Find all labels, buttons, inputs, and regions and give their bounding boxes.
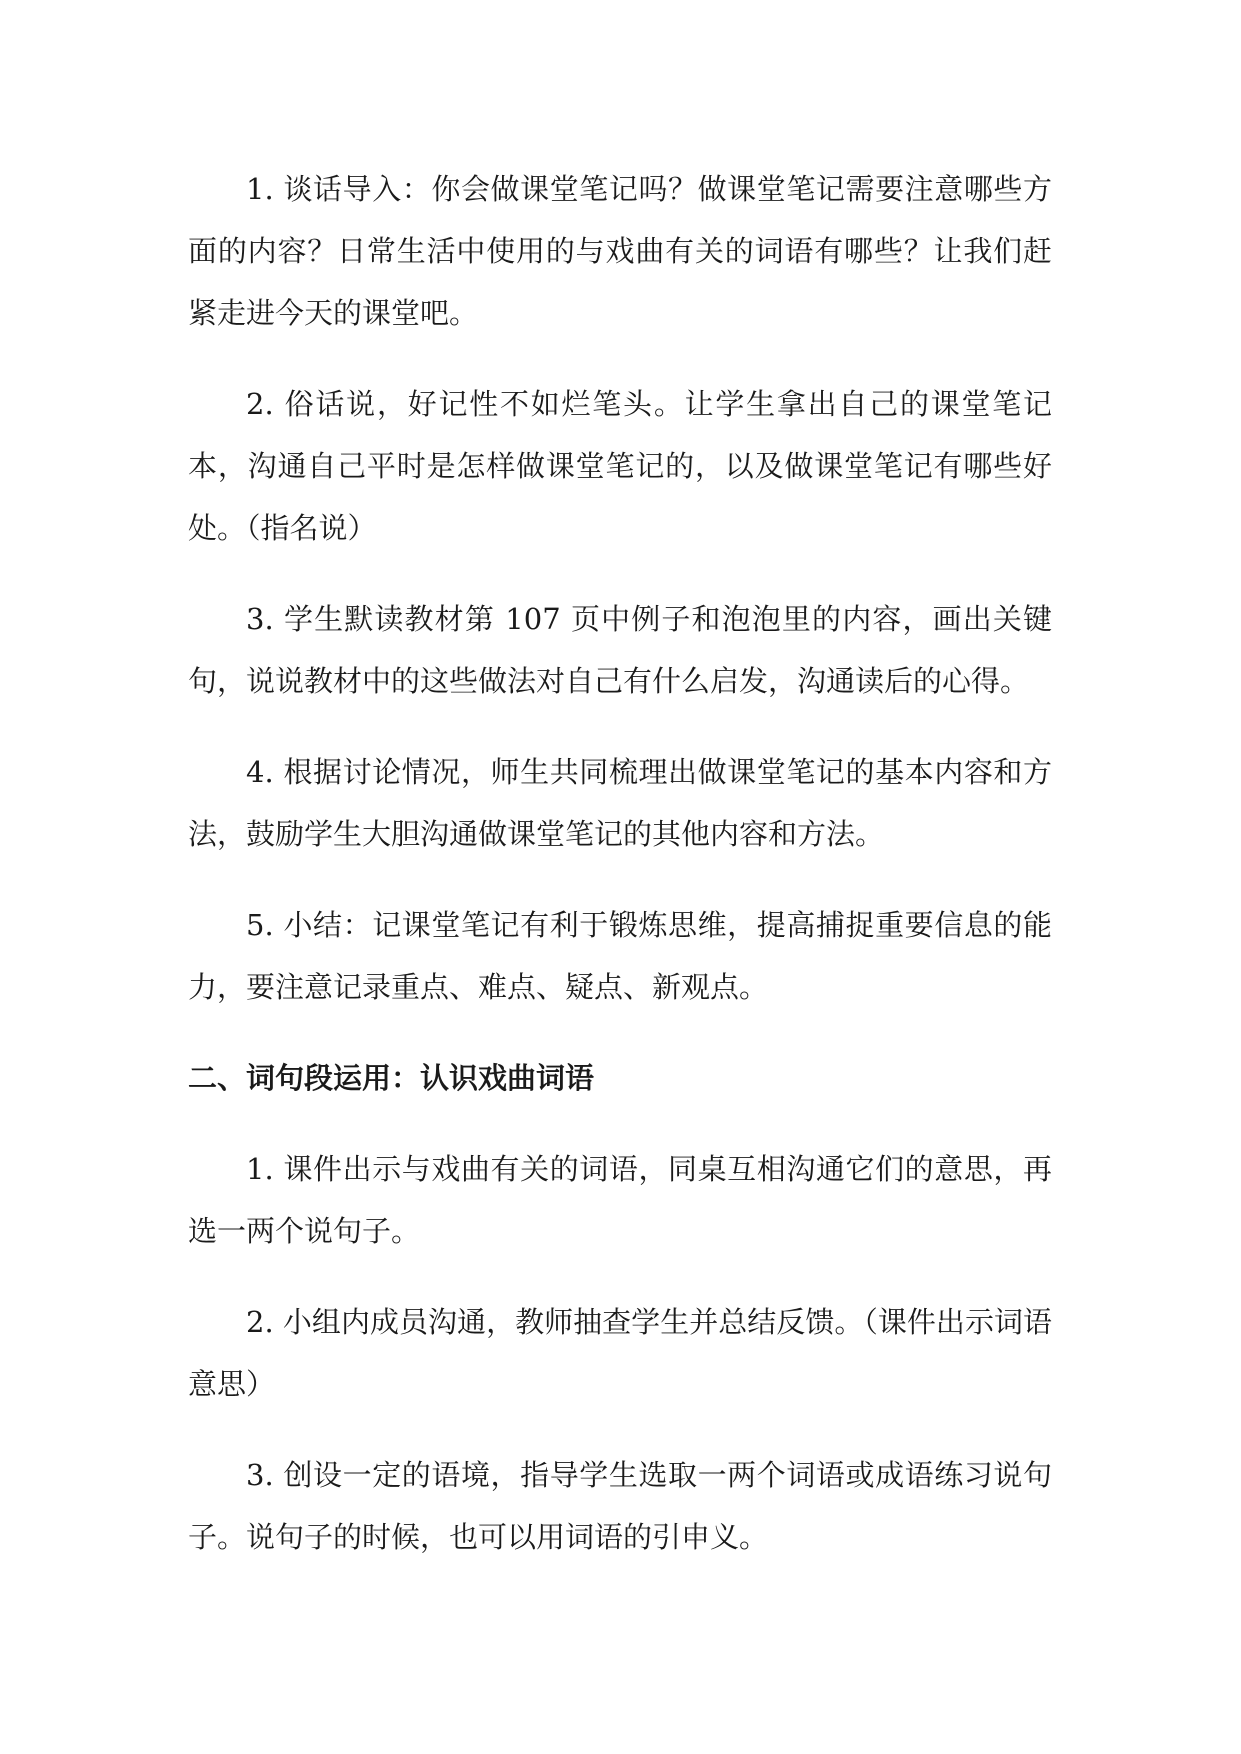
paragraph-2: 2. 俗话说，好记性不如烂笔头。让学生拿出自己的课堂笔记本，沟通自己平时是怎样做课堂笔记的，以及做课堂笔记有哪些好处。（指名说） [188, 387, 1052, 545]
paragraph-8: 3. 创设一定的语境，指导学生选取一两个词语或成语练习说句子。说句子的时候，也可以用词语的引申义。 [188, 1458, 1052, 1554]
paragraph-5: 5. 小结：记课堂笔记有利于锻炼思维，提高捕捉重要信息的能力，要注意记录重点、难点、疑点、新观点。 [188, 908, 1052, 1004]
paragraph-4: 4. 根据讨论情况，师生共同梳理出做课堂笔记的基本内容和方法，鼓励学生大胆沟通做课堂笔记的其他内容和方法。 [188, 755, 1052, 851]
paragraph-3: 3. 学生默读教材第 107 页中例子和泡泡里的内容，画出关键句，说说教材中的这些做法对自己有什么启发，沟通读后的心得。 [188, 602, 1052, 698]
paragraph-1: 1. 谈话导入：你会做课堂笔记吗？做课堂笔记需要注意哪些方面的内容？日常生活中使用的与戏曲有关的词语有哪些？让我们赶紧走进今天的课堂吧。 [188, 172, 1052, 330]
section-heading: 二、词句段运用：认识戏曲词语 [188, 1061, 595, 1095]
paragraph-6: 1. 课件出示与戏曲有关的词语，同桌互相沟通它们的意思，再选一两个说句子。 [188, 1152, 1052, 1248]
document-page [188, 158, 1052, 1597]
paragraph-7: 2. 小组内成员沟通，教师抽查学生并总结反馈。（课件出示词语意思） [188, 1305, 1052, 1401]
